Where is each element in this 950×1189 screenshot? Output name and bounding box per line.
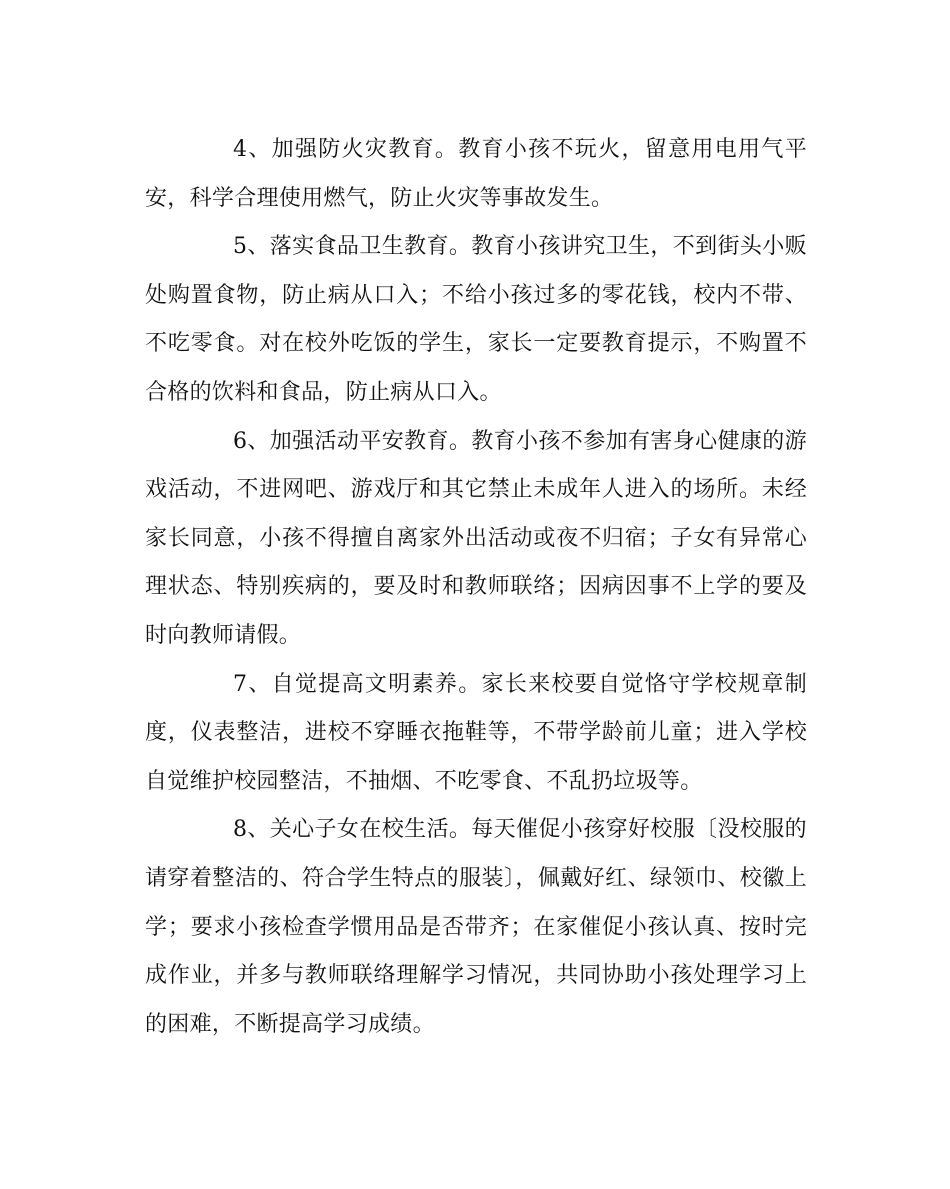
paragraph-school-life: 8、关心子女在校生活。每天催促小孩穿好校服〔没校服的请穿着整洁的、符合学生特点的服装〕，佩戴好红、绿领巾、校徽上学；要求小孩检查学惯用品是否带齐；在家催促小孩认真、按时完成作业，并多与教师联络理解学习情况，共同协助小孩处理学习上的困难，不断提高学习成绩。 xyxy=(145,817,807,1037)
paragraph-food-hygiene: 5、落实食品卫生教育。教育小孩讲究卫生，不到街头小贩处购置食物，防止病从口入；不给小孩过多的零花钱，校内不带、不吃零食。对在校外吃饭的学生，家长一定要教育提示，不购置不合格的饮料和食品，防止病从口入。 xyxy=(145,234,807,405)
paragraph-fire-safety: 4、加强防火灾教育。教育小孩不玩火，留意用电用气平安，科学合理使用燃气，防止火灾等事故发生。 xyxy=(145,137,807,211)
document-body xyxy=(145,126,807,1049)
paragraph-civility: 7、自觉提高文明素养。家长来校要自觉恪守学校规章制度，仪表整洁，进校不穿睡衣拖鞋等，不带学龄前儿童；进入学校自觉维护校园整洁，不抽烟、不吃零食、不乱扔垃圾等。 xyxy=(145,671,807,794)
paragraph-activity-safety: 6、加强活动平安教育。教育小孩不参加有害身心健康的游戏活动，不进网吧、游戏厅和其它禁止未成年人进入的场所。未经家长同意，小孩不得擅自离家外出活动或夜不归宿；子女有异常心理状态、特别疾病的，要及时和教师联络；因病因事不上学的要及时向教师请假。 xyxy=(145,428,807,648)
